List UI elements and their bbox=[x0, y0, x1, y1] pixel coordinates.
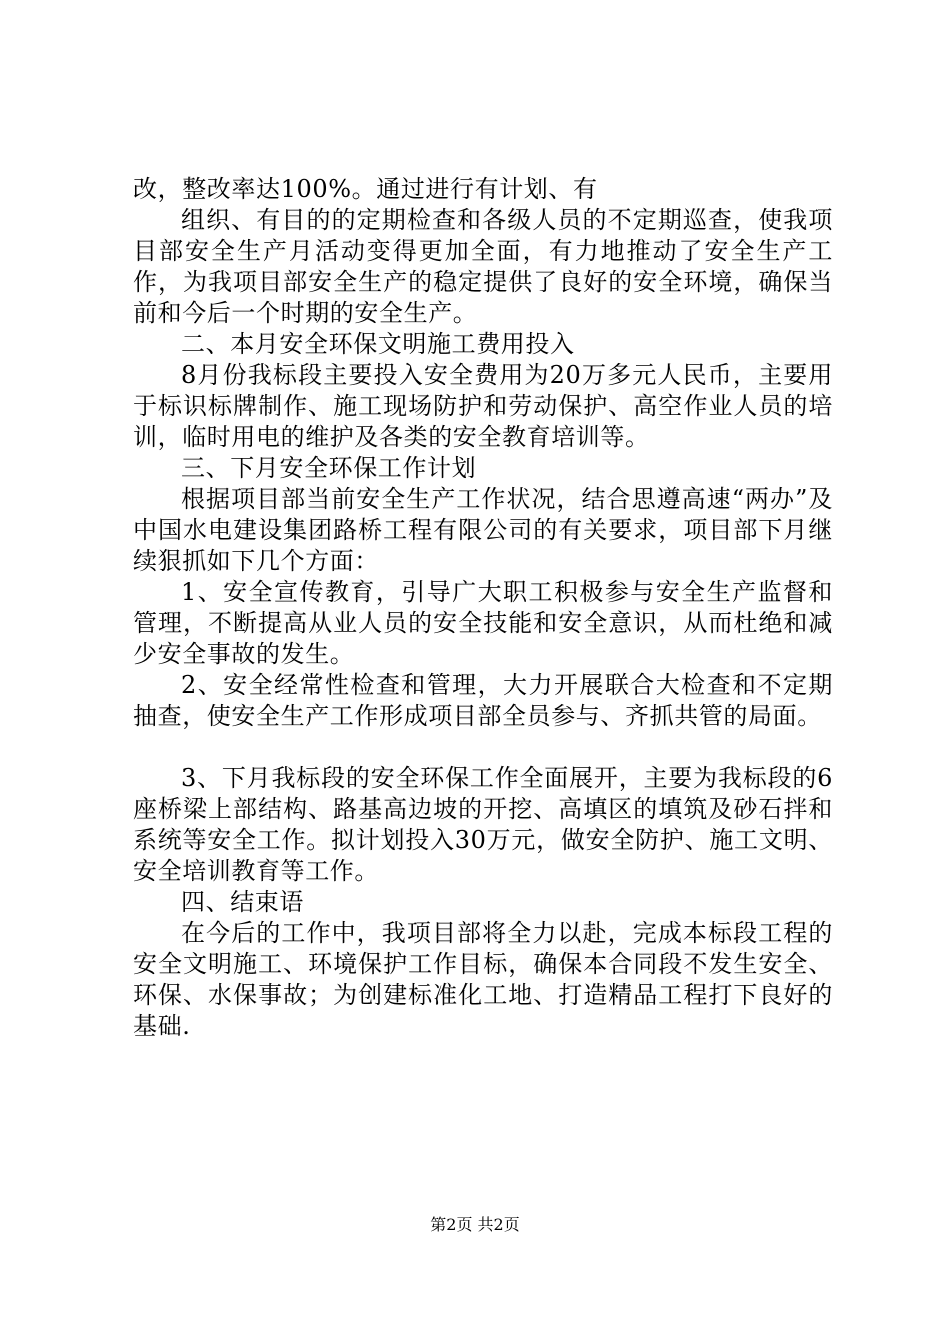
section-heading-cost: 二、本月安全环保文明施工费用投入 bbox=[181, 330, 575, 358]
paragraph-conclusion: 在今后的工作中，我项目部将全力以赴，完成本标段工程的安全文明施工、环境保护工作目标，确保本合同段不发生安全、环保、水保事故；为创建标准化工地、打造精品工程打下良好的基础. bbox=[133, 919, 833, 1040]
section-heading-plan: 三、下月安全环保工作计划 bbox=[181, 454, 477, 482]
plan-item-2: 2、安全经常性检查和管理，大力开展联合大检查和不定期抽查，使安全生产工作形成项目部全员参与、齐抓共管的局面。 bbox=[133, 671, 833, 730]
document-body bbox=[133, 174, 833, 1042]
page-number-footer: 第2页 共2页 bbox=[430, 1215, 520, 1234]
section-heading-conclusion: 四、结束语 bbox=[181, 888, 304, 916]
paragraph-inspection: 组织、有目的的定期检查和各级人员的不定期巡查，使我项目部安全生产月活动变得更加全面，有力地推动了安全生产工作，为我项目部安全生产的稳定提供了良好的安全环境，确保当前和今后一个时期的安全生产。 bbox=[133, 206, 833, 327]
plan-item-1: 1、安全宣传教育，引导广大职工积极参与安全生产监督和管理，不断提高从业人员的安全技能和安全意识，从而杜绝和减少安全事故的发生。 bbox=[133, 578, 833, 668]
paragraph-continuation: 改，整改率达100%。通过进行有计划、有 bbox=[133, 175, 598, 203]
plan-item-3: 3、下月我标段的安全环保工作全面展开，主要为我标段的6座桥梁上部结构、路基高边坡的开挖、高填区的填筑及砂石拌和系统等安全工作。拟计划投入30万元，做安全防护、施工文明、安全培训教育等工作。 bbox=[133, 764, 833, 885]
paragraph-cost: 8月份我标段主要投入安全费用为20万多元人民币，主要用于标识标牌制作、施工现场防护和劳动保护、高空作业人员的培训，临时用电的维护及各类的安全教育培训等。 bbox=[133, 361, 833, 451]
paragraph-plan-intro: 根据项目部当前安全生产工作状况，结合思遵高速“两办”及中国水电建设集团路桥工程有限公司的有关要求，项目部下月继续狠抓如下几个方面： bbox=[133, 485, 833, 575]
